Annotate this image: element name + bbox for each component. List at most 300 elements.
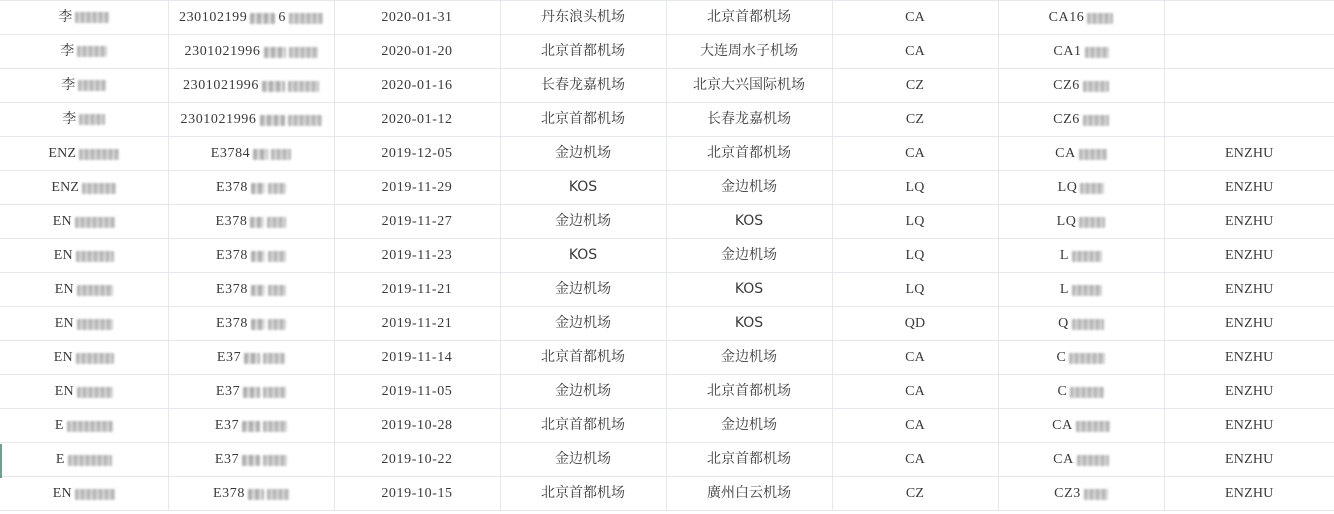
id-number-text: 2301021996 xyxy=(184,44,261,59)
cell-flight-date xyxy=(334,1,500,35)
redaction-block xyxy=(79,149,119,160)
table-row[interactable] xyxy=(0,69,1334,103)
cell-departure-airport xyxy=(500,137,666,171)
cell-passenger-name xyxy=(0,171,168,205)
redaction-block xyxy=(289,13,323,24)
redaction-block xyxy=(78,80,106,91)
redaction-block xyxy=(264,47,286,58)
table-row[interactable] xyxy=(0,1,1334,35)
source-text: ENZHU xyxy=(1225,146,1274,161)
cell-arrival-airport xyxy=(666,273,832,307)
cell-arrival-airport-text: 北京首都机场 xyxy=(707,9,791,25)
cell-source xyxy=(1164,69,1334,103)
redaction-block xyxy=(68,455,112,466)
cell-flight-date-text: 2019-11-23 xyxy=(381,248,453,263)
cell-departure-airport-text: KOS xyxy=(568,179,598,195)
cell-flight-date-text: 2019-11-05 xyxy=(381,384,453,399)
cell-arrival-airport xyxy=(666,171,832,205)
cell-arrival-airport xyxy=(666,69,832,103)
cell-flight-date-text: 2019-10-15 xyxy=(381,486,453,501)
id-number-text: E378 xyxy=(216,316,248,331)
cell-arrival-airport-text: 北京首都机场 xyxy=(707,451,791,467)
cell-departure-airport-text: 丹东浪头机场 xyxy=(541,9,625,25)
cell-arrival-airport-text: KOS xyxy=(734,281,764,297)
cell-airline-code-text: LQ xyxy=(905,214,925,229)
id-number-text: E37 xyxy=(216,350,242,365)
id-number-text: E378 xyxy=(213,486,245,501)
cell-airline-code-text: CA xyxy=(905,452,925,467)
cell-departure-airport xyxy=(500,239,666,273)
cell-id-number xyxy=(168,307,334,341)
table-row[interactable] xyxy=(0,103,1334,137)
id-number-text: E37 xyxy=(214,452,240,467)
passenger-name-text: 李 xyxy=(61,77,76,93)
cell-passenger-name xyxy=(0,137,168,171)
redaction-block xyxy=(1085,47,1109,58)
cell-passenger-name xyxy=(0,409,168,443)
cell-departure-airport-text: 北京首都机场 xyxy=(541,111,625,127)
id-number-text: 230102199 xyxy=(178,10,248,25)
redaction-block xyxy=(268,285,286,296)
cell-arrival-airport xyxy=(666,137,832,171)
cell-airline-code xyxy=(832,171,998,205)
cell-flight-number xyxy=(998,1,1164,35)
source-text: ENZHU xyxy=(1225,350,1274,365)
redaction-block xyxy=(1079,149,1107,160)
cell-departure-airport xyxy=(500,409,666,443)
id-number-text: E37 xyxy=(214,418,240,433)
redaction-block xyxy=(251,183,265,194)
flight-number-text: CA xyxy=(1052,418,1073,433)
passenger-name-text: ENZ xyxy=(48,146,77,161)
cell-passenger-name xyxy=(0,1,168,35)
passenger-name-text: EN xyxy=(54,384,74,399)
cell-flight-date xyxy=(334,273,500,307)
flight-number-text: C xyxy=(1057,384,1068,399)
row-selection-marker xyxy=(0,444,2,478)
flight-number-text: CA xyxy=(1053,452,1074,467)
redaction-block xyxy=(1080,183,1104,194)
redaction-block xyxy=(251,285,265,296)
flight-number-text: L xyxy=(1059,248,1070,263)
redaction-block xyxy=(262,81,285,92)
id-number-text: E378 xyxy=(215,214,248,229)
redaction-block xyxy=(268,319,286,330)
redaction-block xyxy=(260,115,285,126)
cell-flight-number xyxy=(998,35,1164,69)
flight-number-text: C xyxy=(1056,350,1067,365)
cell-airline-code-text: LQ xyxy=(905,180,925,195)
cell-flight-date xyxy=(334,341,500,375)
cell-flight-date xyxy=(334,137,500,171)
cell-id-number xyxy=(168,273,334,307)
redaction-block xyxy=(75,489,115,500)
cell-id-number xyxy=(168,137,334,171)
flight-number-text: CA xyxy=(1055,146,1076,161)
cell-airline-code xyxy=(832,477,998,511)
flight-number-text: Q xyxy=(1058,316,1069,331)
source-text: ENZHU xyxy=(1225,384,1274,399)
cell-flight-date-text: 2020-01-16 xyxy=(381,78,453,93)
cell-arrival-airport xyxy=(666,35,832,69)
cell-departure-airport-text: 金边机场 xyxy=(555,213,611,229)
cell-source xyxy=(1164,341,1334,375)
passenger-name-text: EN xyxy=(53,350,73,365)
cell-source xyxy=(1164,137,1334,171)
redaction-block xyxy=(248,489,264,500)
cell-departure-airport-text: 长春龙嘉机场 xyxy=(541,77,625,93)
cell-flight-date xyxy=(334,205,500,239)
cell-source xyxy=(1164,273,1334,307)
passenger-name-text: 李 xyxy=(60,43,75,59)
redaction-block xyxy=(1079,217,1105,228)
redaction-block xyxy=(1083,81,1109,92)
cell-flight-number xyxy=(998,137,1164,171)
cell-flight-number xyxy=(998,239,1164,273)
table-row[interactable] xyxy=(0,307,1334,341)
flight-number-text: CZ6 xyxy=(1053,112,1080,127)
id-number-text: E37 xyxy=(215,384,241,399)
redaction-block xyxy=(1083,115,1109,126)
cell-flight-date xyxy=(334,239,500,273)
redaction-block xyxy=(1076,421,1110,432)
table-row[interactable] xyxy=(0,443,1334,477)
redaction-block xyxy=(1069,353,1105,364)
cell-id-number xyxy=(168,103,334,137)
source-text: ENZHU xyxy=(1225,486,1274,501)
cell-id-number xyxy=(168,1,334,35)
cell-departure-airport xyxy=(500,1,666,35)
cell-airline-code-text: CA xyxy=(905,146,925,161)
cell-flight-date-text: 2020-01-20 xyxy=(381,44,453,59)
table-body xyxy=(0,1,1334,511)
flight-number-text: L xyxy=(1059,282,1070,297)
cell-departure-airport-text: 北京首都机场 xyxy=(541,485,625,501)
cell-departure-airport-text: 北京首都机场 xyxy=(541,43,625,59)
cell-airline-code-text: CZ xyxy=(905,112,925,127)
table-row[interactable] xyxy=(0,273,1334,307)
cell-airline-code xyxy=(832,341,998,375)
cell-arrival-airport xyxy=(666,1,832,35)
cell-passenger-name xyxy=(0,35,168,69)
cell-passenger-name xyxy=(0,273,168,307)
cell-arrival-airport xyxy=(666,205,832,239)
cell-departure-airport xyxy=(500,443,666,477)
redaction-block xyxy=(67,421,113,432)
cell-arrival-airport-text: 金边机场 xyxy=(721,247,777,263)
id-number-text: 2301021996 xyxy=(183,78,259,93)
redaction-block xyxy=(82,183,116,194)
cell-departure-airport-text: KOS xyxy=(568,247,598,263)
cell-flight-date xyxy=(334,103,500,137)
passenger-name-text: EN xyxy=(54,282,74,297)
cell-airline-code-text: CA xyxy=(905,44,925,59)
cell-flight-date xyxy=(334,477,500,511)
cell-arrival-airport-text: 长春龙嘉机场 xyxy=(707,111,791,127)
passenger-name-text: EN xyxy=(52,214,72,229)
flight-number-text: CZ6 xyxy=(1053,78,1080,93)
source-text: ENZHU xyxy=(1225,282,1274,297)
source-text: ENZHU xyxy=(1225,248,1274,263)
cell-flight-date-text: 2019-12-05 xyxy=(381,146,453,161)
cell-airline-code-text: CA xyxy=(905,10,925,25)
id-number-text: 2301021996 xyxy=(180,112,257,127)
redaction-block xyxy=(250,13,275,24)
cell-airline-code xyxy=(832,443,998,477)
table-row[interactable] xyxy=(0,205,1334,239)
cell-airline-code xyxy=(832,35,998,69)
cell-source xyxy=(1164,35,1334,69)
cell-flight-date xyxy=(334,69,500,103)
cell-airline-code xyxy=(832,307,998,341)
redaction-block xyxy=(251,251,265,262)
redaction-block xyxy=(1070,387,1104,398)
cell-id-number xyxy=(168,205,334,239)
passenger-name-text: 李 xyxy=(62,111,77,127)
passenger-name-text: EN xyxy=(54,316,74,331)
cell-flight-date-text: 2019-11-29 xyxy=(381,180,453,195)
redaction-block xyxy=(77,46,107,57)
table-row[interactable] xyxy=(0,137,1334,171)
cell-id-number xyxy=(168,375,334,409)
cell-source xyxy=(1164,205,1334,239)
cell-arrival-airport-text: 金边机场 xyxy=(721,349,777,365)
redaction-block xyxy=(250,217,264,228)
redaction-block xyxy=(268,251,286,262)
cell-source xyxy=(1164,1,1334,35)
cell-flight-number xyxy=(998,103,1164,137)
cell-source xyxy=(1164,171,1334,205)
cell-flight-date-text: 2019-10-22 xyxy=(381,452,453,467)
passenger-name-text: E xyxy=(55,452,65,467)
cell-source xyxy=(1164,409,1334,443)
table-row[interactable] xyxy=(0,477,1334,511)
cell-flight-number xyxy=(998,205,1164,239)
cell-source xyxy=(1164,477,1334,511)
cell-airline-code xyxy=(832,205,998,239)
redaction-block xyxy=(1087,13,1113,24)
redaction-block xyxy=(77,387,113,398)
id-number-text: E3784 xyxy=(210,146,251,161)
redaction-block xyxy=(263,455,287,466)
id-number-text: E378 xyxy=(216,282,248,297)
redaction-block xyxy=(263,387,286,398)
cell-flight-date-text: 2019-11-21 xyxy=(381,316,453,331)
id-number-tail: 6 xyxy=(278,10,286,25)
flight-number-text: CA16 xyxy=(1048,10,1085,25)
cell-departure-airport xyxy=(500,375,666,409)
cell-arrival-airport xyxy=(666,239,832,273)
redaction-block xyxy=(267,489,289,500)
cell-flight-date xyxy=(334,409,500,443)
cell-source xyxy=(1164,375,1334,409)
redaction-block xyxy=(289,47,318,58)
cell-airline-code xyxy=(832,103,998,137)
passenger-name-text: EN xyxy=(53,248,73,263)
cell-departure-airport xyxy=(500,307,666,341)
cell-airline-code xyxy=(832,409,998,443)
cell-flight-date-text: 2019-11-14 xyxy=(381,350,453,365)
cell-flight-date xyxy=(334,375,500,409)
redaction-block xyxy=(76,251,114,262)
redaction-block xyxy=(243,387,260,398)
cell-passenger-name xyxy=(0,69,168,103)
cell-departure-airport xyxy=(500,171,666,205)
cell-id-number xyxy=(168,35,334,69)
cell-flight-number xyxy=(998,409,1164,443)
cell-arrival-airport xyxy=(666,443,832,477)
cell-arrival-airport-text: 金边机场 xyxy=(721,417,777,433)
cell-arrival-airport-text: 北京大兴国际机场 xyxy=(693,77,805,93)
table-row[interactable] xyxy=(0,375,1334,409)
passenger-name-text: EN xyxy=(52,486,72,501)
cell-passenger-name xyxy=(0,341,168,375)
cell-id-number xyxy=(168,341,334,375)
cell-flight-number xyxy=(998,375,1164,409)
cell-arrival-airport xyxy=(666,307,832,341)
cell-arrival-airport-text: 金边机场 xyxy=(721,179,777,195)
id-number-text: E378 xyxy=(216,248,248,263)
cell-source xyxy=(1164,239,1334,273)
cell-airline-code-text: CA xyxy=(905,350,925,365)
cell-arrival-airport xyxy=(666,341,832,375)
cell-airline-code-text: QD xyxy=(904,316,926,331)
redaction-block xyxy=(242,455,260,466)
cell-departure-airport-text: 北京首都机场 xyxy=(541,417,625,433)
flight-number-text: LQ xyxy=(1057,180,1078,195)
cell-airline-code xyxy=(832,239,998,273)
redaction-block xyxy=(77,319,113,330)
redaction-block xyxy=(1072,319,1104,330)
passenger-name-text: 李 xyxy=(58,9,73,25)
table-row[interactable] xyxy=(0,341,1334,375)
table-row[interactable] xyxy=(0,409,1334,443)
cell-passenger-name xyxy=(0,443,168,477)
cell-source xyxy=(1164,307,1334,341)
redaction-block xyxy=(79,114,105,125)
cell-flight-date-text: 2020-01-12 xyxy=(381,112,453,127)
cell-airline-code-text: CZ xyxy=(905,486,925,501)
redaction-block xyxy=(244,353,260,364)
cell-flight-number xyxy=(998,171,1164,205)
cell-departure-airport xyxy=(500,341,666,375)
cell-flight-number xyxy=(998,341,1164,375)
cell-arrival-airport-text: 北京首都机场 xyxy=(707,145,791,161)
source-text: ENZHU xyxy=(1225,180,1274,195)
table-row[interactable] xyxy=(0,171,1334,205)
redaction-block xyxy=(75,217,115,228)
flight-number-text: LQ xyxy=(1056,214,1077,229)
passenger-name-text: E xyxy=(54,418,64,433)
table-row[interactable] xyxy=(0,239,1334,273)
cell-flight-date-text: 2020-01-31 xyxy=(381,10,453,25)
source-text: ENZHU xyxy=(1225,214,1274,229)
cell-arrival-airport-text: 廣州白云机场 xyxy=(707,485,791,501)
cell-airline-code xyxy=(832,1,998,35)
redaction-block xyxy=(253,149,268,160)
redaction-block xyxy=(1084,489,1108,500)
cell-airline-code xyxy=(832,273,998,307)
cell-flight-date xyxy=(334,35,500,69)
cell-id-number xyxy=(168,171,334,205)
cell-id-number xyxy=(168,409,334,443)
cell-departure-airport-text: 金边机场 xyxy=(555,315,611,331)
redaction-block xyxy=(76,353,114,364)
redaction-block xyxy=(242,421,260,432)
cell-departure-airport xyxy=(500,477,666,511)
cell-id-number xyxy=(168,239,334,273)
cell-flight-date-text: 2019-11-21 xyxy=(381,282,453,297)
cell-departure-airport xyxy=(500,69,666,103)
cell-arrival-airport-text: KOS xyxy=(734,213,764,229)
redaction-block xyxy=(271,149,291,160)
cell-id-number xyxy=(168,69,334,103)
cell-arrival-airport-text: 大连周水子机场 xyxy=(700,43,798,59)
cell-departure-airport xyxy=(500,205,666,239)
cell-passenger-name xyxy=(0,205,168,239)
redaction-block xyxy=(263,353,285,364)
cell-id-number xyxy=(168,443,334,477)
table-row[interactable] xyxy=(0,35,1334,69)
source-text: ENZHU xyxy=(1225,316,1274,331)
cell-departure-airport xyxy=(500,103,666,137)
redaction-block xyxy=(288,115,322,126)
cell-airline-code-text: CA xyxy=(905,384,925,399)
cell-arrival-airport-text: KOS xyxy=(734,315,764,331)
cell-flight-date xyxy=(334,443,500,477)
cell-flight-number xyxy=(998,273,1164,307)
redaction-block xyxy=(77,285,113,296)
passenger-name-text: ENZ xyxy=(51,180,80,195)
source-text: ENZHU xyxy=(1225,418,1274,433)
cell-airline-code xyxy=(832,137,998,171)
redaction-block xyxy=(263,421,287,432)
redaction-block xyxy=(251,319,265,330)
cell-departure-airport-text: 金边机场 xyxy=(555,451,611,467)
cell-flight-number xyxy=(998,477,1164,511)
source-text: ENZHU xyxy=(1225,452,1274,467)
cell-arrival-airport xyxy=(666,477,832,511)
cell-source xyxy=(1164,443,1334,477)
cell-airline-code xyxy=(832,375,998,409)
cell-airline-code-text: LQ xyxy=(905,282,925,297)
cell-passenger-name xyxy=(0,103,168,137)
cell-id-number xyxy=(168,477,334,511)
cell-flight-date-text: 2019-11-27 xyxy=(381,214,453,229)
cell-passenger-name xyxy=(0,375,168,409)
cell-departure-airport-text: 北京首都机场 xyxy=(541,349,625,365)
cell-departure-airport xyxy=(500,273,666,307)
redaction-block xyxy=(75,12,109,23)
cell-passenger-name xyxy=(0,239,168,273)
cell-passenger-name xyxy=(0,477,168,511)
cell-flight-date xyxy=(334,307,500,341)
cell-arrival-airport-text: 北京首都机场 xyxy=(707,383,791,399)
redaction-block xyxy=(1077,455,1109,466)
flight-number-text: CZ3 xyxy=(1054,486,1081,501)
cell-flight-number xyxy=(998,69,1164,103)
redaction-block xyxy=(267,217,286,228)
cell-arrival-airport xyxy=(666,375,832,409)
cell-departure-airport xyxy=(500,35,666,69)
cell-airline-code-text: LQ xyxy=(905,248,925,263)
cell-departure-airport-text: 金边机场 xyxy=(555,383,611,399)
cell-airline-code-text: CZ xyxy=(905,78,925,93)
cell-departure-airport-text: 金边机场 xyxy=(555,281,611,297)
cell-flight-date-text: 2019-10-28 xyxy=(381,418,453,433)
cell-arrival-airport xyxy=(666,409,832,443)
flight-number-text: CA1 xyxy=(1053,44,1082,59)
